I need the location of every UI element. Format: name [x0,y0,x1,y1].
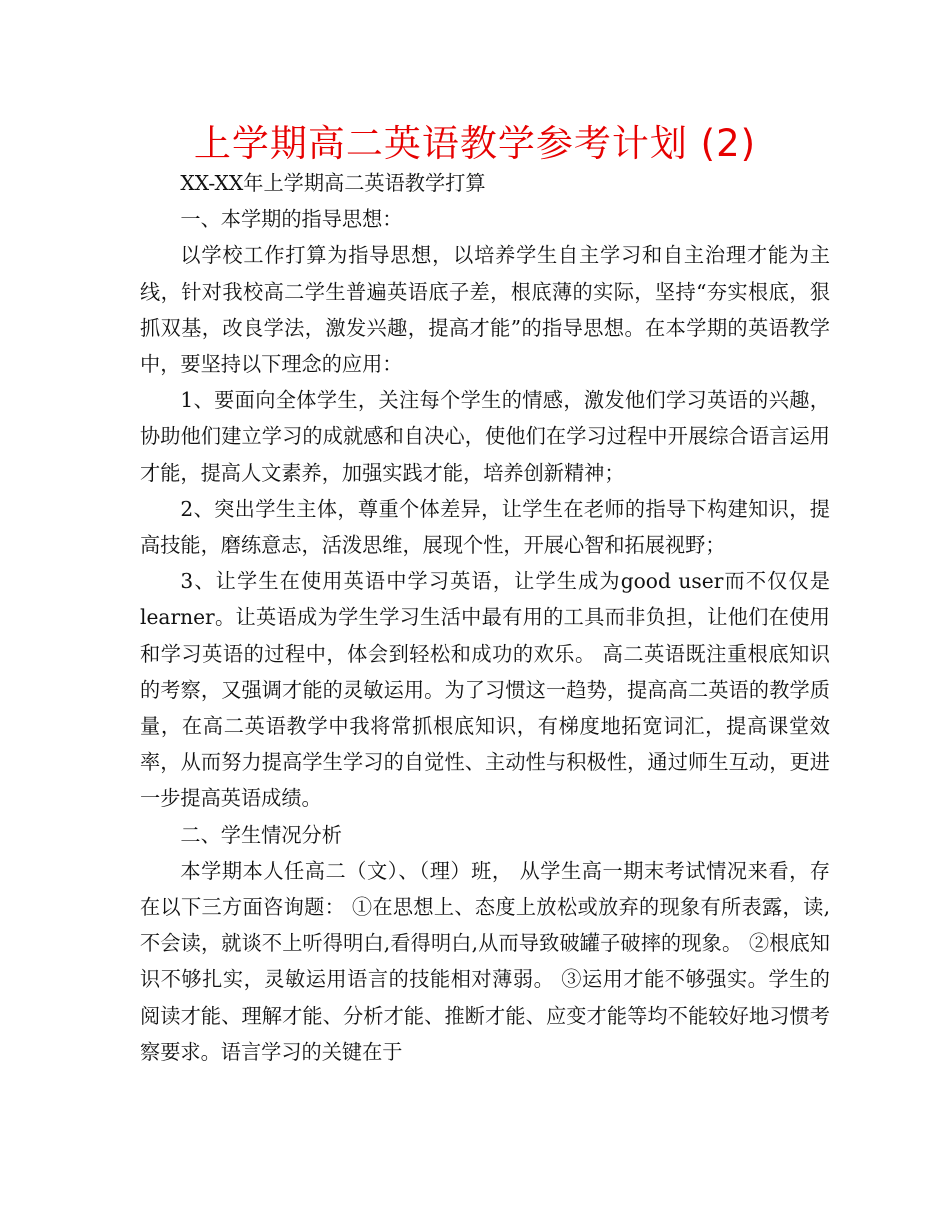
plan-heading: XX-XX年上学期高二英语教学打算 [180,171,486,195]
document-title: 上学期高二英语教学参考计划 (2) [193,122,757,165]
paragraph-point-2: 2、突出学生主体，尊重个体差异，让学生在老师的指导下构建知识，提高技能，磨练意志，活泼思维，展现个性，开展心智和拓展视野； [140,496,830,558]
section-heading-guiding-thought: 一、本学期的指导思想： [180,207,403,232]
document-body [140,165,830,1070]
paragraph-point-1: 1、要面向全体学生，关注每个学生的情感，激发他们学习英语的兴趣，协助他们建立学习的成就感和自决心，使他们在学习过程中开展综合语言运用才能，提高人文素养，加强实践才能，培养创新精神； [140,388,830,485]
paragraph-guiding-thought: 以学校工作打算为指导思想，以培养学生自主学习和自主治理才能为主线，针对我校高二学生普遍英语底子差，根底薄的实际，坚持“夯实根底，狠抓双基，改良学法，激发兴趣，提高才能”的指导思想。在本学期的英语教学中，要坚持以下理念的应用： [140,243,830,377]
paragraph-student-analysis: 本学期本人任高二（文）、（理）班， 从学生高一期末考试情况来看，存在以下三方面咨询题： ①在思想上、态度上放松或放弃的现象有所表露，读,不会读，就谈不上听得明白,看得明白,从而导致破罐子破摔的现象。 ②根底知识不够扎实，灵敏运用语言的技能相对薄弱。 ③运用才能不够强实。学生的阅读才能、理解才能、分析才能、推断才能、应变才能等均不能较好地习惯考察要求。语言学习的关键在于 [140,858,830,1064]
paragraph-point-3: 3、让学生在使用英语中学习英语，让学生成为good user而不仅仅是learner。让英语成为学生学习生活中最有用的工具而非负担，让他们在使用和学习英语的过程中，体会到轻松和成功的欢乐。 高二英语既注重根底知识的考察，又强调才能的灵敏运用。为了习惯这一趋势，提高高二英语的教学质量，在高二英语教学中我将常抓根底知识，有梯度地拓宽词汇，提高课堂效率，从而努力提高学生学习的自觉性、主动性与积极性，通过师生互动，更进一步提高英语成绩。 [140,569,830,811]
section-heading-student-analysis: 二、学生情况分析 [180,822,342,847]
